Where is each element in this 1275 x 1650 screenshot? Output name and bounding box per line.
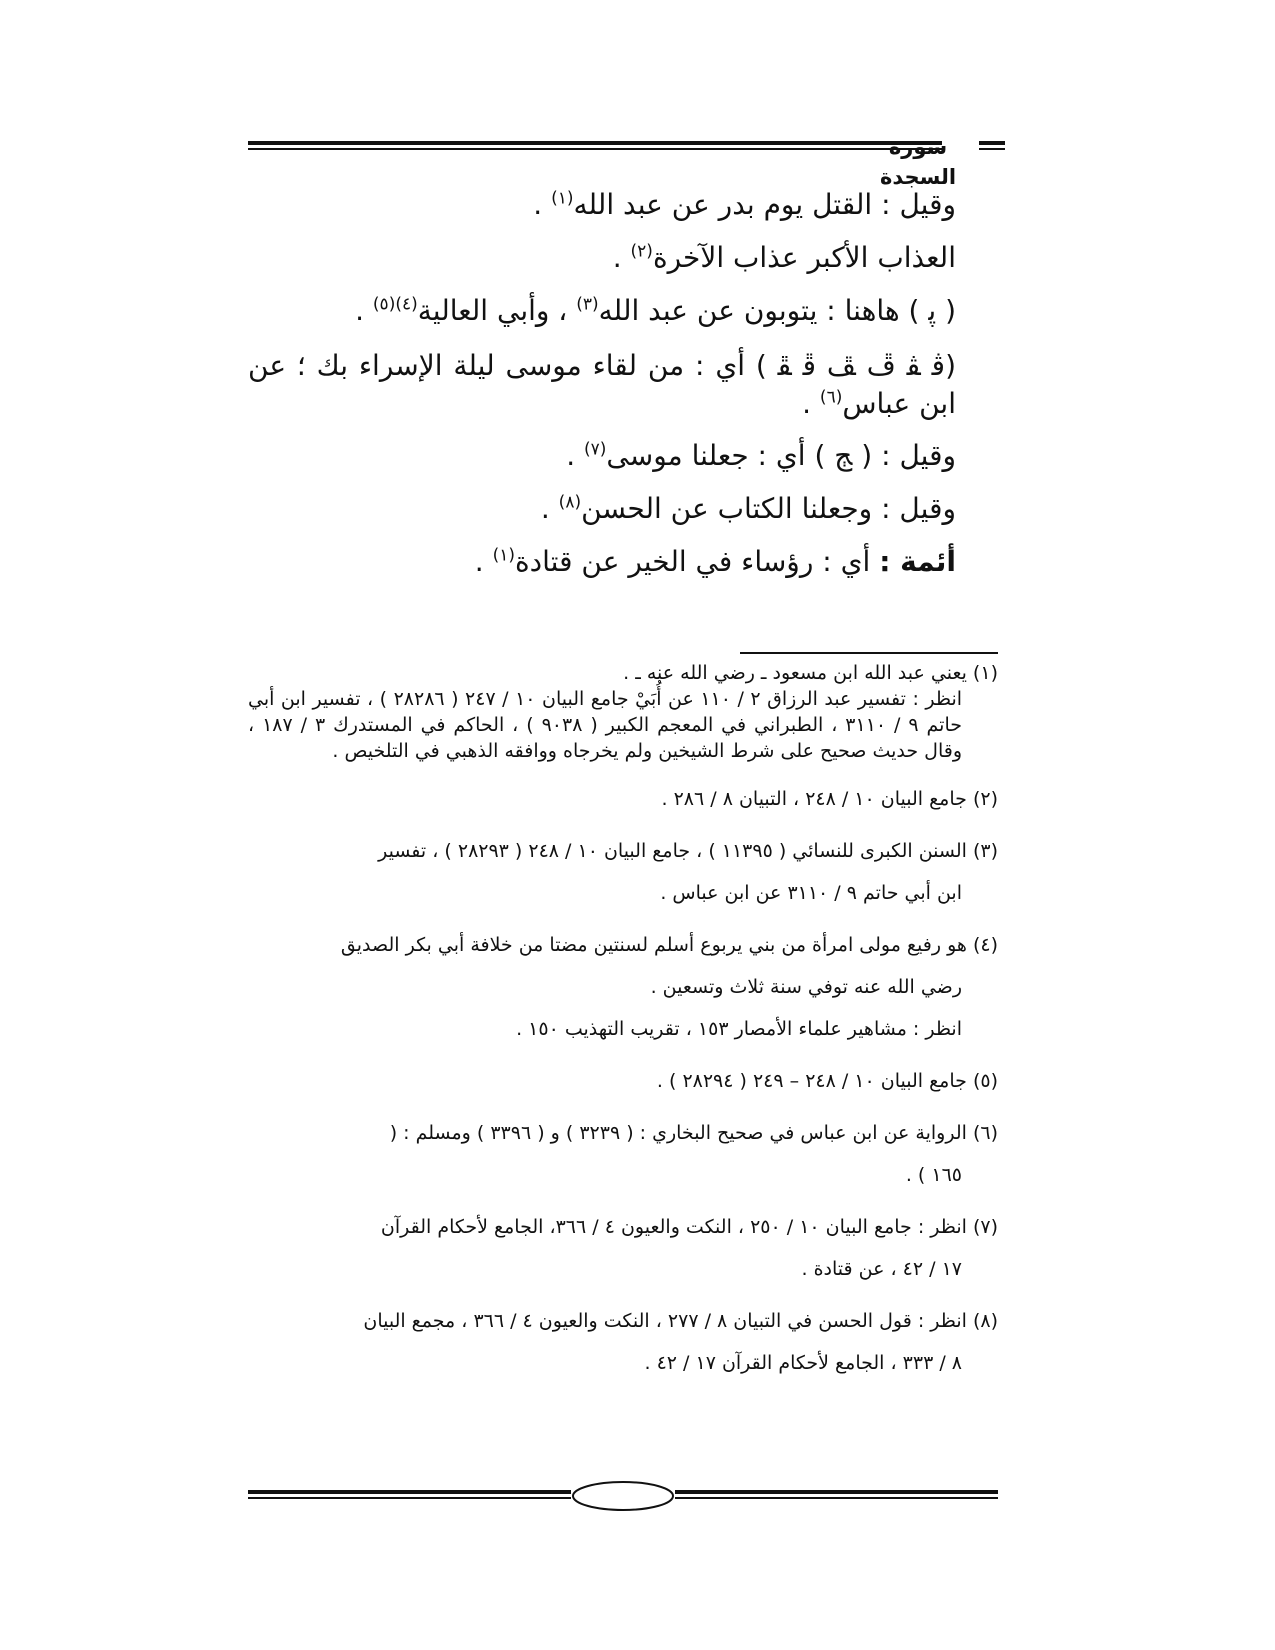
main-text — [248, 178, 998, 588]
footnote-separator — [740, 652, 998, 654]
footer-oval-icon — [571, 1478, 675, 1514]
footnote-6: (٦) الرواية عن ابن عباس في صحيح البخاري : ( ٣٢٣٩ ) و ( ٣٣٩٦ ) ومسلم : ( ١٦٥ ) . — [389, 1122, 998, 1186]
footnote-7: (٧) انظر : جامع البيان ١٠ / ٢٥٠ ، النكت والعيون ٤ / ٣٦٦، الجامع لأحكام القرآن ١٧ / ٤٢ ، عن قتادة . — [380, 1216, 998, 1280]
surah-title: سورة السجدة — [879, 135, 957, 189]
footnote-8: (٨) انظر : قول الحسن في التبيان ٨ / ٢٧٧ ، النكت والعيون ٤ / ٣٦٦ ، مجمع البيان ٨ / ٣٣٣ ، الجامع لأحكام القرآن ١٧ / ٤٢ . — [363, 1310, 998, 1374]
body-line: ( ﭘ ) هاهنا : يتوبون عن عبد الله$^{(٣)}$ ، وأبي العالية$^{(٤)(٥)}$ . — [355, 294, 956, 327]
footnote-1: (١) يعني عبد الله ابن مسعود ـ رضي الله عنه ـ . انظر : تفسير عبد الرزاق ٢ / ١١٠ عن أُبَيْ جامع البيان ١٠ / ٢٤٧ ( ٢٨٢٨٦ ) ، تفسير ابن أبي حاتم ٩ / ٣١١٠ ، الطبراني في المعجم الكبير ( ٩٠٣٨ ) ، الحاكم في المستدرك ٣ / ١٨٧ ، وقال حديث صحيح على شرط الشيخين ولم يخرجاه ووافقه الذهبي في التلخيص . — [248, 662, 998, 762]
footnote-3: (٣) السنن الكبرى للنسائي ( ١١٣٩٥ ) ، جامع البيان ١٠ / ٢٤٨ ( ٢٨٢٩٣ ) ، تفسير ابن أبي حاتم ٩ / ٣١١٠ عن ابن عباس . — [378, 840, 998, 904]
running-header — [248, 132, 1005, 189]
footnote-4: (٤) هو رفيع مولى امرأة من بني يربوع أسلم لسنتين مضتا من خلافة أبي بكر الصديق رضي الله عنه توفي سنة ثلاث وتسعين . انظر : مشاهير علماء الأمصار ١٥٣ ، تقريب التهذيب ١٥٠ . — [340, 934, 998, 1040]
footnote-2: (٢) جامع البيان ١٠ / ٢٤٨ ، التبيان ٨ / ٢٨٦ . — [661, 788, 998, 810]
body-line: وقيل : ( ﭳ ) أي : جعلنا موسى$^{(٧)}$ . — [566, 439, 956, 472]
footnote-ref[interactable]: (٢) — [630, 241, 653, 262]
body-line: وقيل : القتل يوم بدر عن عبد الله$^{(١)}$ . — [533, 188, 956, 221]
body-line: وقيل : وجعلنا الكتاب عن الحسن$^{(٨)}$ . — [540, 492, 956, 525]
footnote-ref[interactable]: (٨) — [558, 492, 582, 513]
header-rule-end — [979, 141, 1005, 153]
body-line: (ﭬ ﭭ ﭮ ﭯ ﭰ ﭱ ) أي : من لقاء موسى ليلة الإسراء بك ؛ عن ابن عباس$^{(٦)}$ . — [248, 349, 956, 420]
footnotes — [248, 660, 998, 1394]
body-line: أئمة : أي : رؤساء في الخير عن قتادة$^{(١)}$ . — [474, 545, 956, 578]
footer-rule-right — [675, 1490, 998, 1502]
footnote-ref[interactable]: (٤)(٥) — [372, 294, 418, 315]
footnote-ref[interactable]: (٧) — [584, 439, 607, 460]
footnote-ref[interactable]: (٣) — [576, 294, 599, 315]
footnote-5: (٥) جامع البيان ١٠ / ٢٤٨ – ٢٤٩ ( ٢٨٢٩٤ ) . — [656, 1070, 998, 1092]
footnote-ref[interactable]: (٦) — [819, 387, 843, 408]
page-footer-ornament — [248, 1478, 998, 1514]
footnote-ref[interactable]: (١) — [492, 545, 516, 566]
footnote-ref[interactable]: (١) — [551, 188, 574, 209]
bold-term: أئمة : — [879, 545, 956, 578]
body-line: العذاب الأكبر عذاب الآخرة$^{(٢)}$ . — [612, 241, 956, 274]
header-rule — [248, 141, 942, 153]
footer-rule-left — [248, 1490, 571, 1502]
